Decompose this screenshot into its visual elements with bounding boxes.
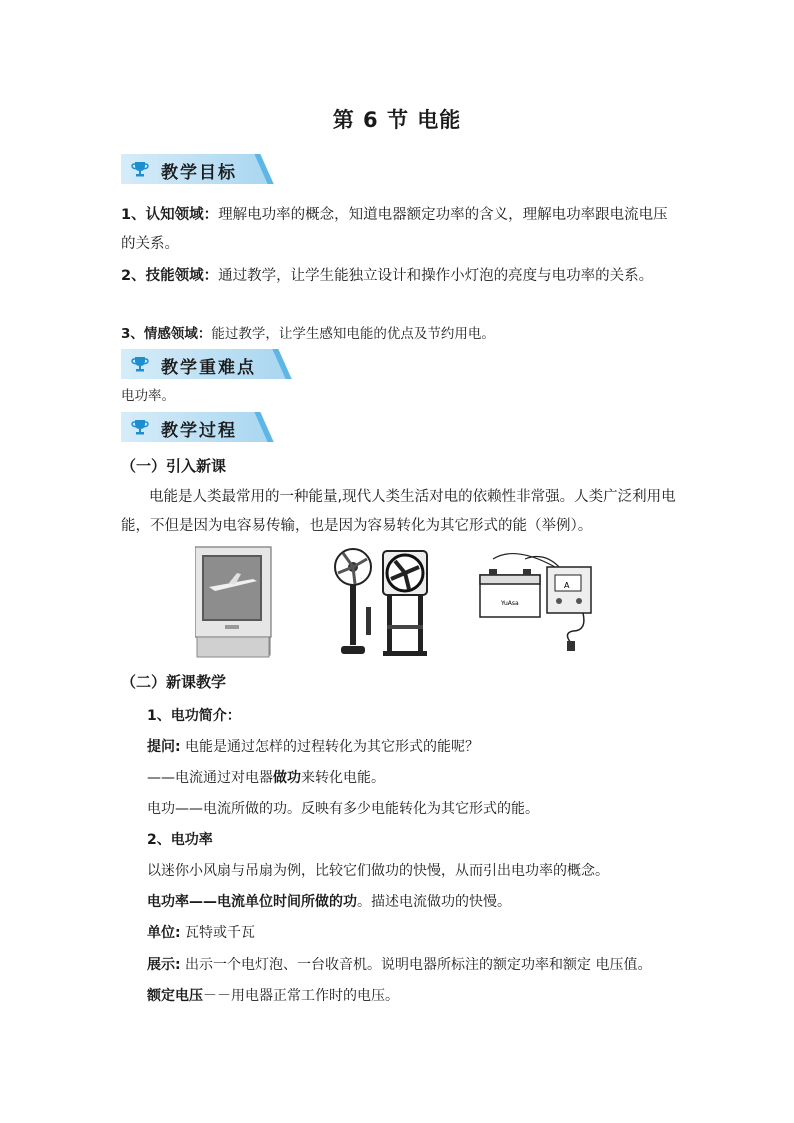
part1-text: 电能是人类最常用的一种能量,现代人类生活对电的依赖性非常强。人类广泛利用电能，不但是因为电容易传输，也是因为容易转化为其它形式的能（举例）。 — [121, 489, 676, 534]
page-title: 第 6 节 电能 — [332, 108, 462, 132]
appliance-illustrations — [195, 545, 605, 665]
goal-2: 2、技能领域：通过教学，让学生能独立设计和操作小灯泡的亮度与电功率的关系。 — [121, 268, 654, 284]
power-definition: 电功率——电流单位时间所做的功。描述电流做功的快慢。 — [147, 894, 511, 910]
section-title-key: 教学重难点 — [161, 358, 256, 378]
television-illustration — [195, 547, 271, 657]
rated-voltage-line: 额定电压－－用电器正常工作时的电压。 — [147, 988, 399, 1004]
charger-letter: A — [564, 581, 570, 590]
demo-line: 展示: 出示一个电灯泡、一台收音机。说明电器所标注的额定功率和额定 电压值。 — [147, 957, 652, 973]
box-fan-illustration — [383, 551, 427, 656]
answer-line-1: ——电流通过对电器做功来转化电能。 — [147, 770, 385, 786]
goal-3: 3、情感领域：能过教学，让学生感知电能的优点及节约用电。 — [121, 326, 495, 342]
pedestal-fan-illustration — [335, 549, 371, 654]
sub1-heading: 1、电功简介： — [147, 708, 241, 724]
trophy-icon — [131, 355, 149, 373]
section-title-process: 教学过程 — [161, 421, 237, 441]
answer-line-2: 电功——电流所做的功。反映有多少电能转化为其它形式的能。 — [147, 801, 539, 817]
part1-heading: （一）引入新课 — [121, 457, 227, 475]
power-intro: 以迷你小风扇与吊扇为例，比较它们做功的快慢，从而引出电功率的概念。 — [147, 863, 609, 879]
section-banner-key — [121, 349, 289, 379]
question-line: 提问: 电能是通过怎样的过程转化为其它形式的能呢？ — [147, 739, 480, 755]
goal-1: 1、认知领域：理解电功率的概念，知道电器额定功率的含义，理解电功率跟电流电压的关系。 — [121, 207, 668, 252]
section-banner-goals — [121, 154, 271, 184]
unit-line: 单位: 瓦特或千瓦 — [147, 925, 256, 941]
part2-heading: （二）新课教学 — [121, 673, 227, 691]
key-text: 电功率。 — [121, 388, 175, 404]
section-title-goals: 教学目标 — [161, 163, 237, 183]
trophy-icon — [131, 418, 149, 436]
battery-brand: YuAsa — [501, 600, 519, 607]
battery-charger-illustration — [480, 554, 591, 651]
trophy-icon — [131, 160, 149, 178]
section-banner-process — [121, 412, 271, 442]
sub2-heading: 2、电功率 — [147, 832, 213, 848]
